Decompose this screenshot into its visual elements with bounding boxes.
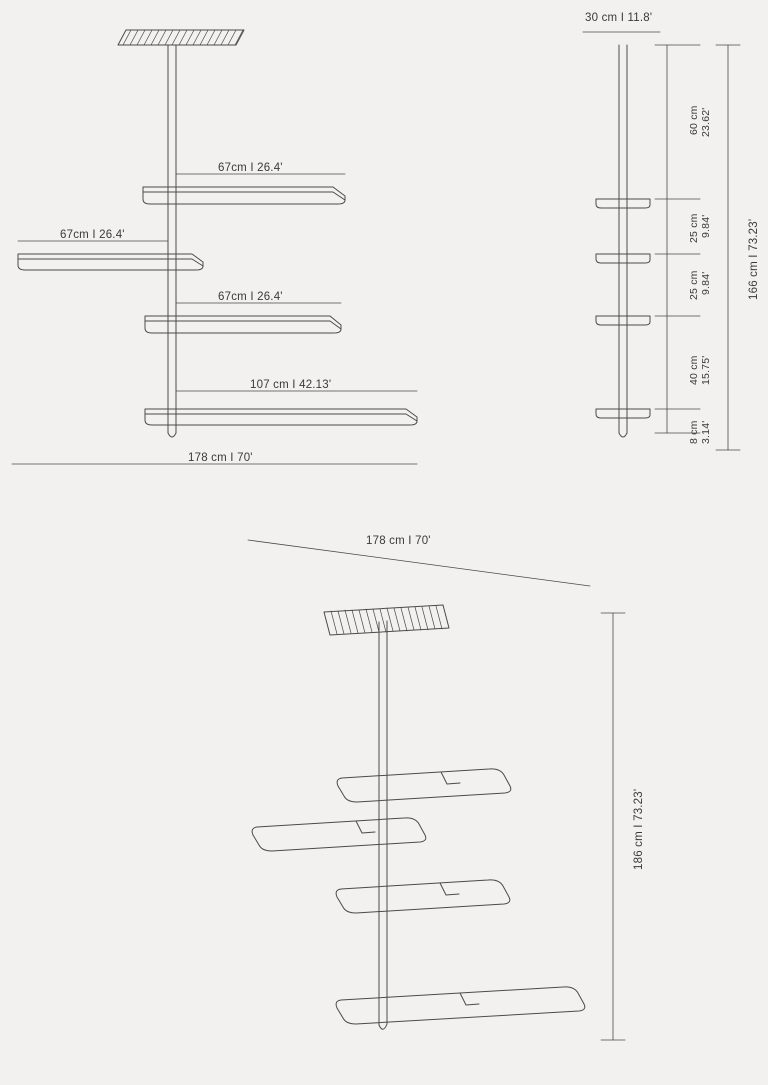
side-dim-label-seg1-cm: 60 cm (688, 105, 700, 135)
side-dim-label-seg5-in: 3.14' (700, 420, 712, 444)
side-dim-label-seg2-cm: 25 cm (688, 213, 700, 243)
side-shelf-1 (596, 199, 650, 208)
persp-shelf-2 (252, 818, 426, 851)
front-post (168, 45, 176, 437)
side-dim-label-seg1-in: 23.62' (700, 107, 712, 137)
side-dim-label-seg2-in: 9.84' (700, 214, 712, 238)
front-shelf-1 (143, 187, 345, 204)
front-dim-label-shelf4: 107 cm I 42.13' (250, 379, 332, 391)
side-shelf-2 (596, 254, 650, 263)
persp-dim-label-height: 186 cm I 73.23' (633, 788, 645, 870)
persp-dim-height (601, 613, 625, 1040)
persp-post (379, 621, 387, 1029)
side-dim-overall-height (716, 45, 740, 450)
front-dim-label-shelf2: 67cm I 26.4' (60, 229, 125, 241)
side-post (619, 45, 627, 437)
front-dim-shelf4 (176, 391, 417, 409)
side-shelf-3 (596, 316, 650, 325)
front-shelf-2 (18, 254, 203, 270)
persp-dim-label-width: 178 cm I 70' (366, 535, 431, 547)
side-dim-label-depth: 30 cm I 11.8' (585, 12, 653, 24)
side-dim-label-seg4-in: 15.75' (700, 355, 712, 385)
front-dim-label-overall-width: 178 cm I 70' (188, 452, 253, 464)
side-dim-label-seg3-in: 9.84' (700, 271, 712, 295)
side-dim-label-seg3-cm: 25 cm (688, 270, 700, 300)
side-shelf-4 (596, 409, 650, 418)
front-shelf-3 (145, 316, 341, 333)
persp-shelf-1 (337, 769, 511, 802)
front-dim-label-shelf3: 67cm I 26.4' (218, 291, 283, 303)
persp-shelf-4 (336, 987, 585, 1024)
side-dim-label-seg5-cm: 8 cm (688, 420, 700, 444)
front-shelf-4 (145, 409, 417, 425)
front-ceiling-plate (118, 30, 244, 45)
side-dim-label-overall-height: 166 cm I 73.23' (748, 218, 760, 300)
persp-shelf-3 (336, 880, 510, 913)
side-dim-label-seg4-cm: 40 cm (688, 355, 700, 385)
front-dim-label-shelf1: 67cm I 26.4' (218, 162, 283, 174)
